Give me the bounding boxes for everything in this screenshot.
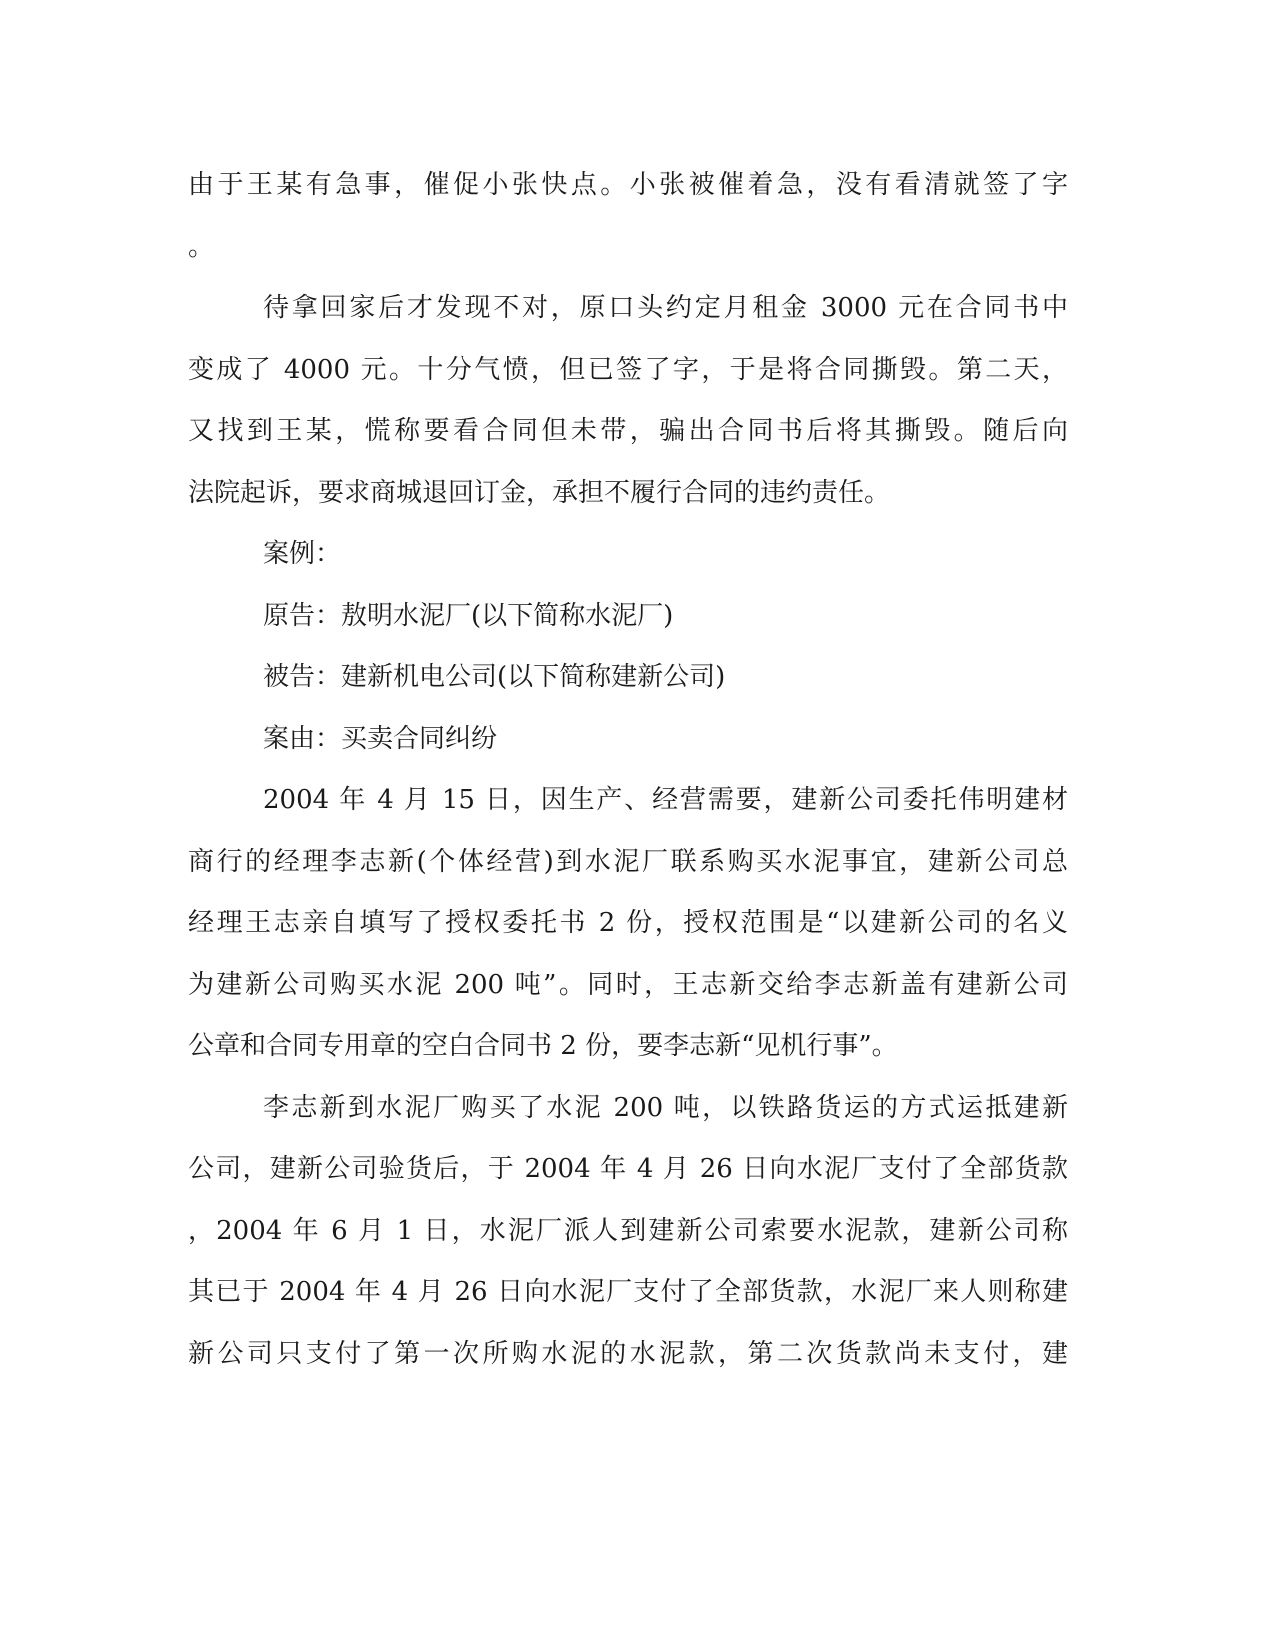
text-line: 案例：	[263, 539, 342, 569]
text-line: 其已于 2004 年 4 月 26 日向水泥厂支付了全部货款，水泥厂来人则称建	[188, 1277, 1068, 1307]
text-line: 由于王某有急事，催促小张快点。小张被催着急，没有看清就签了字	[188, 170, 1068, 200]
text-line: 法院起诉，要求商城退回订金，承担不履行合同的违约责任。	[188, 477, 891, 508]
text-line: 李志新到水泥厂购买了水泥 200 吨，以铁路货运的方式运抵建新	[263, 1092, 1068, 1123]
text-line: 。	[188, 231, 215, 262]
text-line: 案由：买卖合同纠纷	[263, 723, 498, 754]
text-line: 为建新公司购买水泥 200 吨”。同时，王志新交给李志新盖有建新公司	[188, 969, 1068, 1000]
text-line: 变成了 4000 元。十分气愤，但已签了字，于是将合同撕毁。第二天，	[188, 354, 1068, 385]
text-line: 2004 年 4 月 15 日，因生产、经营需要，建新公司委托伟明建材	[263, 785, 1068, 815]
document-body	[188, 155, 1068, 1385]
text-line: 公章和合同专用章的空白合同书 2 份，要李志新“见机行事”。	[188, 1031, 898, 1061]
text-line: 原告：敖明水泥厂(以下简称水泥厂)	[263, 600, 674, 631]
text-line: 经理王志亲自填写了授权委托书 2 份，授权范围是“以建新公司的名义	[188, 908, 1068, 938]
text-line: 待拿回家后才发现不对，原口头约定月租金 3000 元在合同书中	[263, 293, 1068, 323]
text-line: 商行的经理李志新(个体经营)到水泥厂联系购买水泥事宜，建新公司总	[188, 846, 1068, 877]
text-line: 公司，建新公司验货后，于 2004 年 4 月 26 日向水泥厂支付了全部货款	[188, 1154, 1068, 1184]
text-line: 被告：建新机电公司(以下简称建新公司)	[263, 662, 726, 692]
text-line: 新公司只支付了第一次所购水泥的水泥款，第二次货款尚未支付，建	[188, 1338, 1068, 1369]
text-line: ，2004 年 6 月 1 日，水泥厂派人到建新公司索要水泥款，建新公司称	[188, 1215, 1068, 1246]
text-line: 又找到王某，慌称要看合同但未带，骗出合同书后将其撕毁。随后向	[188, 416, 1068, 446]
